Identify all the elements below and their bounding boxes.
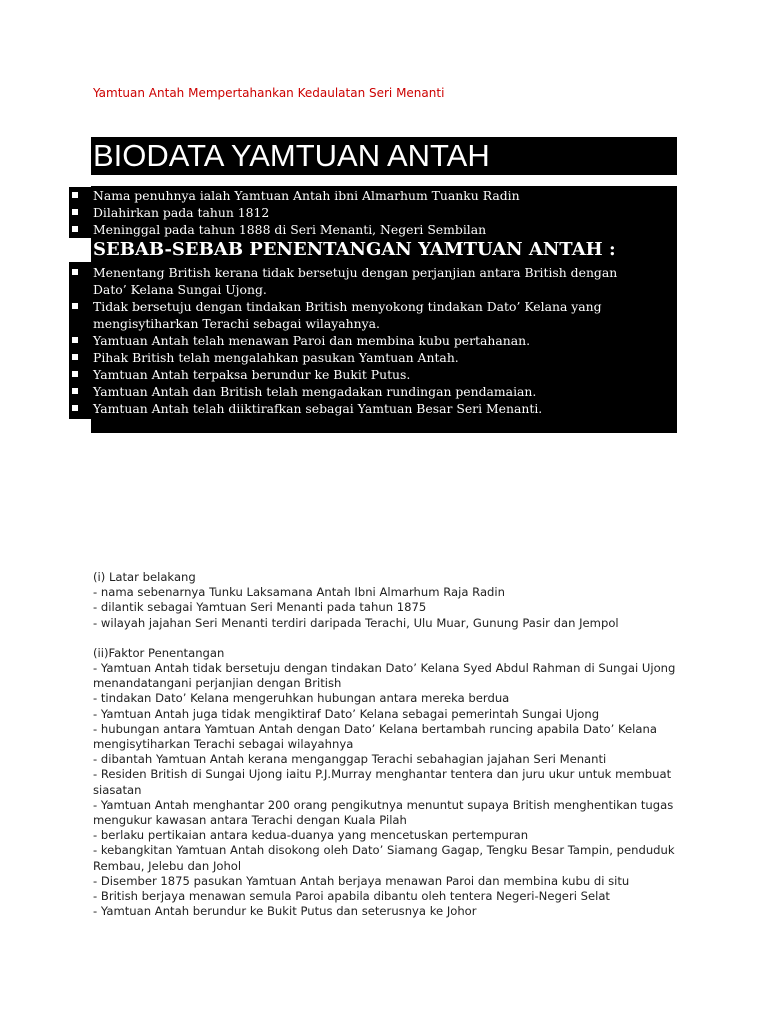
notes-line: - Yamtuan Antah tidak bersetuju dengan tindakan Dato’ Kelana Syed Abdul Rahman di Sungai Ujong — [93, 661, 676, 676]
biodata-heading: BIODATA YAMTUAN ANTAH — [91, 137, 677, 175]
notes-section — [93, 570, 713, 919]
notes-line: mengukur kawasan antara Terachi dengan Kuala Pilah — [93, 813, 407, 828]
notes-line: Rembau, Jelebu dan Johol — [93, 858, 242, 873]
sebab-heading: SEBAB-SEBAB PENENTANGAN YAMTUAN ANTAH : — [93, 239, 616, 260]
notes-spacer — [93, 631, 713, 646]
bullet-icon — [72, 354, 78, 360]
notes-line: - nama sebenarnya Tunku Laksamana Antah Ibni Almarhum Raja Radin — [93, 585, 505, 600]
notes-line: - wilayah jajahan Seri Menanti terdiri daripada Terachi, Ulu Muar, Gunung Pasir dan Jempol — [93, 615, 619, 630]
bullet-icon — [72, 337, 78, 343]
notes-line: - Residen British di Sungai Ujong iaitu P.J.Murray menghantar tentera dan juru ukur untuk membuat — [93, 767, 672, 782]
notes-heading-faktor: (ii)Faktor Penentangan — [93, 645, 225, 660]
notes-line: menandatangani perjanjian dengan British — [93, 676, 342, 691]
notes-line: mengisytiharkan Terachi sebagai wilayahnya — [93, 737, 354, 752]
notes-heading-latar: (i) Latar belakang — [93, 570, 196, 584]
notes-line: - berlaku pertikaian antara kedua-duanya yang mencetuskan pertempuran — [93, 828, 529, 843]
notes-line: - Yamtuan Antah menghantar 200 orang pengikutnya menuntut supaya British menghentikan tugas — [93, 797, 674, 812]
notes-line: - kebangkitan Yamtuan Antah disokong oleh Dato’ Siamang Gagap, Tengku Besar Tampin, penduduk — [93, 843, 675, 858]
bullet-icon — [72, 269, 78, 275]
notes-line: - Disember 1875 pasukan Yamtuan Antah berjaya menawan Paroi dan membina kubu di situ — [93, 873, 630, 888]
notes-line: - dibantah Yamtuan Antah kerana menganggap Terachi sebahagian jajahan Seri Menanti — [93, 752, 607, 767]
bullet-icon — [72, 405, 78, 411]
notes-line: - hubungan antara Yamtuan Antah dengan Dato’ Kelana bertambah runcing apabila Dato’ Kelana — [93, 721, 657, 736]
notes-line: siasatan — [93, 782, 142, 797]
bullet-icon — [72, 226, 78, 232]
notes-line: - Yamtuan Antah juga tidak mengiktiraf Dato’ Kelana sebagai pemerintah Sungai Ujong — [93, 706, 600, 721]
notes-line: - British berjaya menawan semula Paroi apabila dibantu oleh tentera Negeri-Negeri Selat — [93, 889, 610, 904]
bullet-icon — [72, 209, 78, 215]
notes-line: - Yamtuan Antah berundur ke Bukit Putus dan seterusnya ke Johor — [93, 904, 477, 919]
document-title: Yamtuan Antah Mempertahankan Kedaulatan Seri Menanti — [93, 86, 445, 100]
bullet-icon — [72, 371, 78, 377]
notes-line: - tindakan Dato’ Kelana mengeruhkan hubungan antara mereka berdua — [93, 691, 510, 706]
bullet-icon — [72, 192, 78, 198]
notes-line: - dilantik sebagai Yamtuan Seri Menanti pada tahun 1875 — [93, 600, 427, 615]
bullet-icon — [72, 388, 78, 394]
bullet-icon — [72, 303, 78, 309]
